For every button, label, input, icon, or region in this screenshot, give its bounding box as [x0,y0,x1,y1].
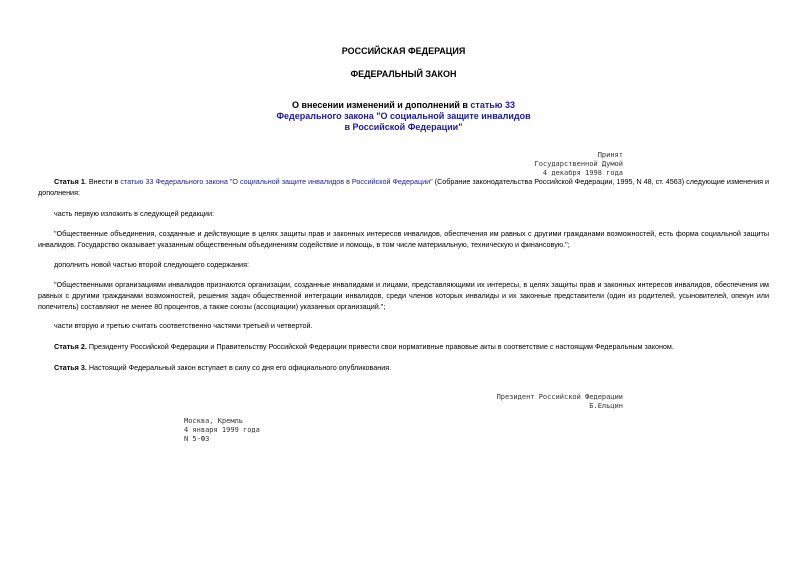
article1-link[interactable]: статью 33 Федерального закона "О социальной защите инвалидов в Российской Федерации" [120,177,433,186]
federation-heading: РОССИЙСКАЯ ФЕДЕРАЦИЯ [341,46,466,56]
law-number: N 5-ФЗ [184,435,210,443]
article3-text: Настоящий Федеральный закон вступает в силу со дня его официального опубликования. [86,363,392,372]
place-date-block [184,417,260,444]
article1-paragraph: "Общественные объединения, созданные и действующие в целях защиты прав и законных интересов инвалидов, обеспечения им равных с другими гражданами возможностей, есть форма социальной защиты инвалидов. Государство оказывает указанным общественным объединениям содействие и помощь, в том числе материальную, техническую и финансовую."; [38,229,769,249]
title-link-law-line2[interactable]: в Российской Федерации" [344,122,463,132]
article2-label: Статья 2. [54,342,87,351]
signature-block [497,393,623,411]
law-type-heading: ФЕДЕРАЛЬНЫЙ ЗАКОН [350,69,457,79]
article3 [38,362,769,373]
article2 [38,341,769,352]
article1-label: Статья 1 [54,177,85,186]
article1-paragraph: "Общественными организациями инвалидов признаются организации, созданные инвалидами и лицами, представляющими их интересы, в целях защиты прав и законных интересов инвалидов, обеспечения им равных с другими гражданами возможностей, решения задач общественной интеграции инвалидов, среди членов которых инвалиды и их законные представители (один из родителей, усыновителей, опекун или попечитель) составляют не менее 80 процентов, а также союзы (ассоциации) указанных организаций."; [38,280,769,311]
title-link-law-line1[interactable]: Федерального закона "О социальной защите инвалидов [276,111,531,121]
article1-text-a: . Внести в [84,177,121,186]
place-city: Москва, Кремль [184,417,244,425]
article2-text: Президенту Российской Федерации и Правительству Российской Федерации привести свои нормативные правовые акты в соответствие с настоящим Федеральным законом. [86,342,674,351]
article1-paragraph: часть первую изложить в следующей редакции: [54,209,214,218]
adopted-line3: 4 декабря 1998 года [542,169,623,177]
article1-paragraph: части вторую и третью считать соответственно частями третьей и четвертой. [54,321,313,330]
article1-intro [38,176,769,198]
article1-text-b: (Собрание законодательства Российской Федерации, 1995, N 48, ст. 4563) следующие изменения и дополнения: [38,177,770,197]
title-prefix: О внесении изменений и дополнений в [292,100,471,110]
article1-paragraph: дополнить новой частью второй следующего содержания: [54,260,249,269]
place-date: 4 января 1999 года [184,426,260,434]
article3-label: Статья 3. [54,363,87,372]
adopted-line1: Принят [597,151,623,159]
title-link-article[interactable]: статью 33 [470,100,515,110]
law-title [0,100,807,133]
signature-position: Президент Российской Федерации [496,393,623,401]
signature-name: Б.Ельцин [589,402,623,410]
adopted-line2: Государственной Думой [534,160,623,168]
adoption-note [534,151,623,178]
